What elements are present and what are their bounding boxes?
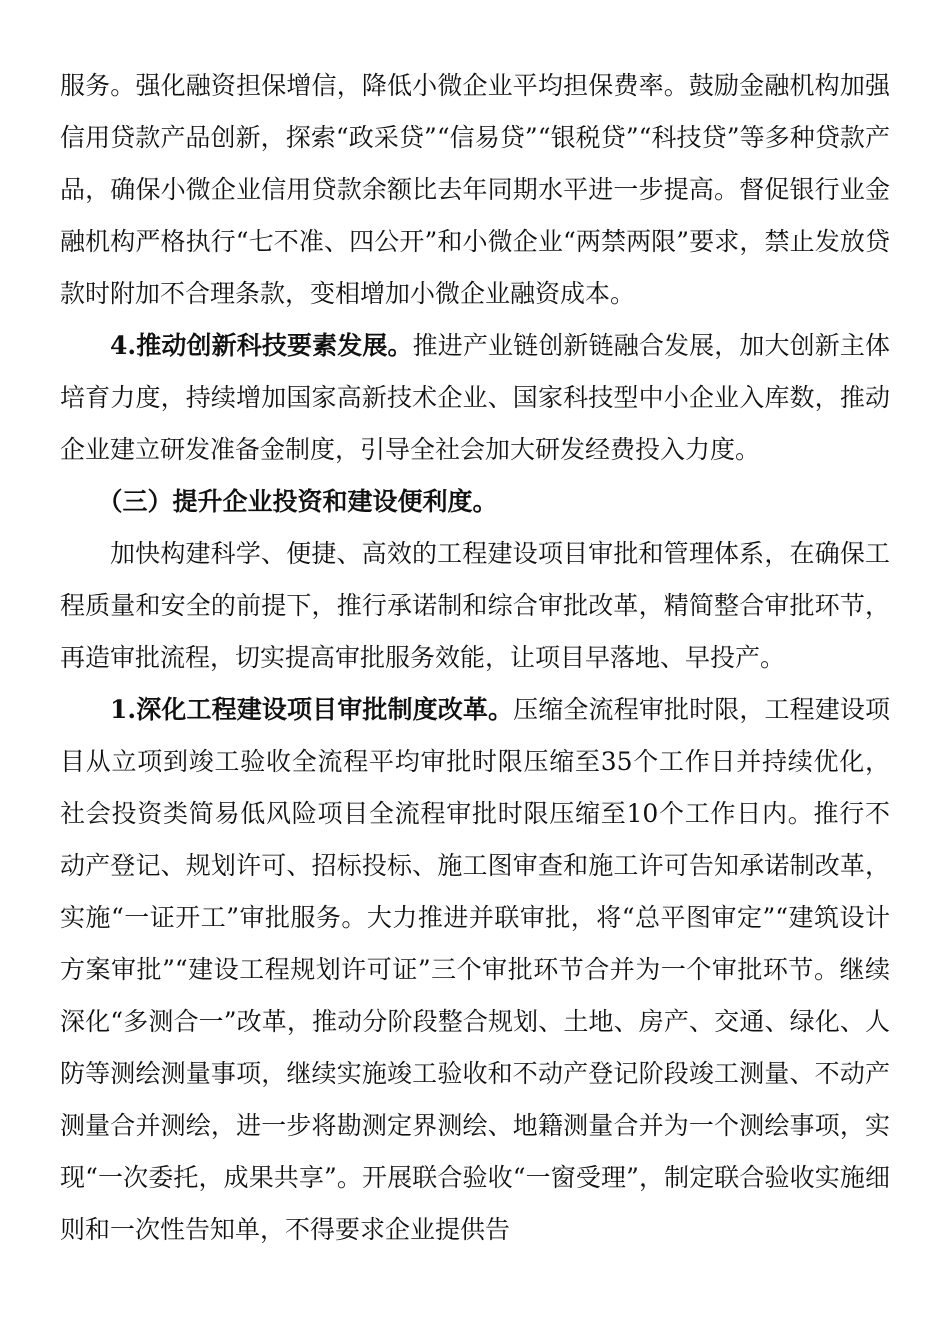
paragraph-item-4 (60, 320, 890, 476)
item-4-title: 4.推动创新科技要素发展。 (110, 331, 413, 360)
section-3-heading: （三）提升企业投资和建设便利度。 (97, 487, 498, 516)
paragraph-financing-continued: 服务。强化融资担保增信，降低小微企业平均担保费率。鼓励金融机构加强信用贷款产品创新，探索“政采贷”“信易贷”“银税贷”“科技贷”等多种贷款产品，确保小微企业信用贷款余额比去年同期水平进一步提高。督促银行业金融机构严格执行“七不准、四公开”和小微企业“两禁两限”要求，禁止发放贷款时附加不合理条款，变相增加小微企业融资成本。 (60, 71, 890, 308)
item-1-title: 1.深化工程建设项目审批制度改革。 (110, 695, 514, 724)
section-3-intro: 加快构建科学、便捷、高效的工程建设项目审批和管理体系，在确保工程质量和安全的前提下，推行承诺制和综合审批改革，精简整合审批环节，再造审批流程，切实提高审批服务效能，让项目早落地、早投产。 (60, 539, 890, 672)
item-1-body: 压缩全流程审批时限，工程建设项目从立项到竣工验收全流程平均审批时限压缩至35个工作日并持续优化，社会投资类简易低风险项目全流程审批时限压缩至10个工作日内。推行不动产登记、规划许可、招标投标、施工图审查和施工许可告知承诺制改革，实施“一证开工”审批服务。大力推进并联审批，将“总平图审定”“建筑设计方案审批”“建设工程规划许可证”三个审批环节合并为一个审批环节。继续深化“多测合一”改革，推动分阶段整合规划、土地、房产、交通、绿化、人防等测绘测量事项，继续实施竣工验收和不动产登记阶段竣工测量、不动产测量合并测绘，进一步将勘测定界测绘、地籍测量合并为一个测绘事项，实现“一次委托，成果共享”。开展联合验收“一窗受理”，制定联合验收实施细则和一次性告知单，不得要求企业提供告 (60, 695, 890, 1244)
paragraph-item-1 (60, 684, 890, 1256)
item-4-body: 推进产业链创新链融合发展，加大创新主体培育力度，持续增加国家高新技术企业、国家科技型中小企业入库数，推动企业建立研发准备金制度，引导全社会加大研发经费投入力度。 (60, 331, 890, 464)
